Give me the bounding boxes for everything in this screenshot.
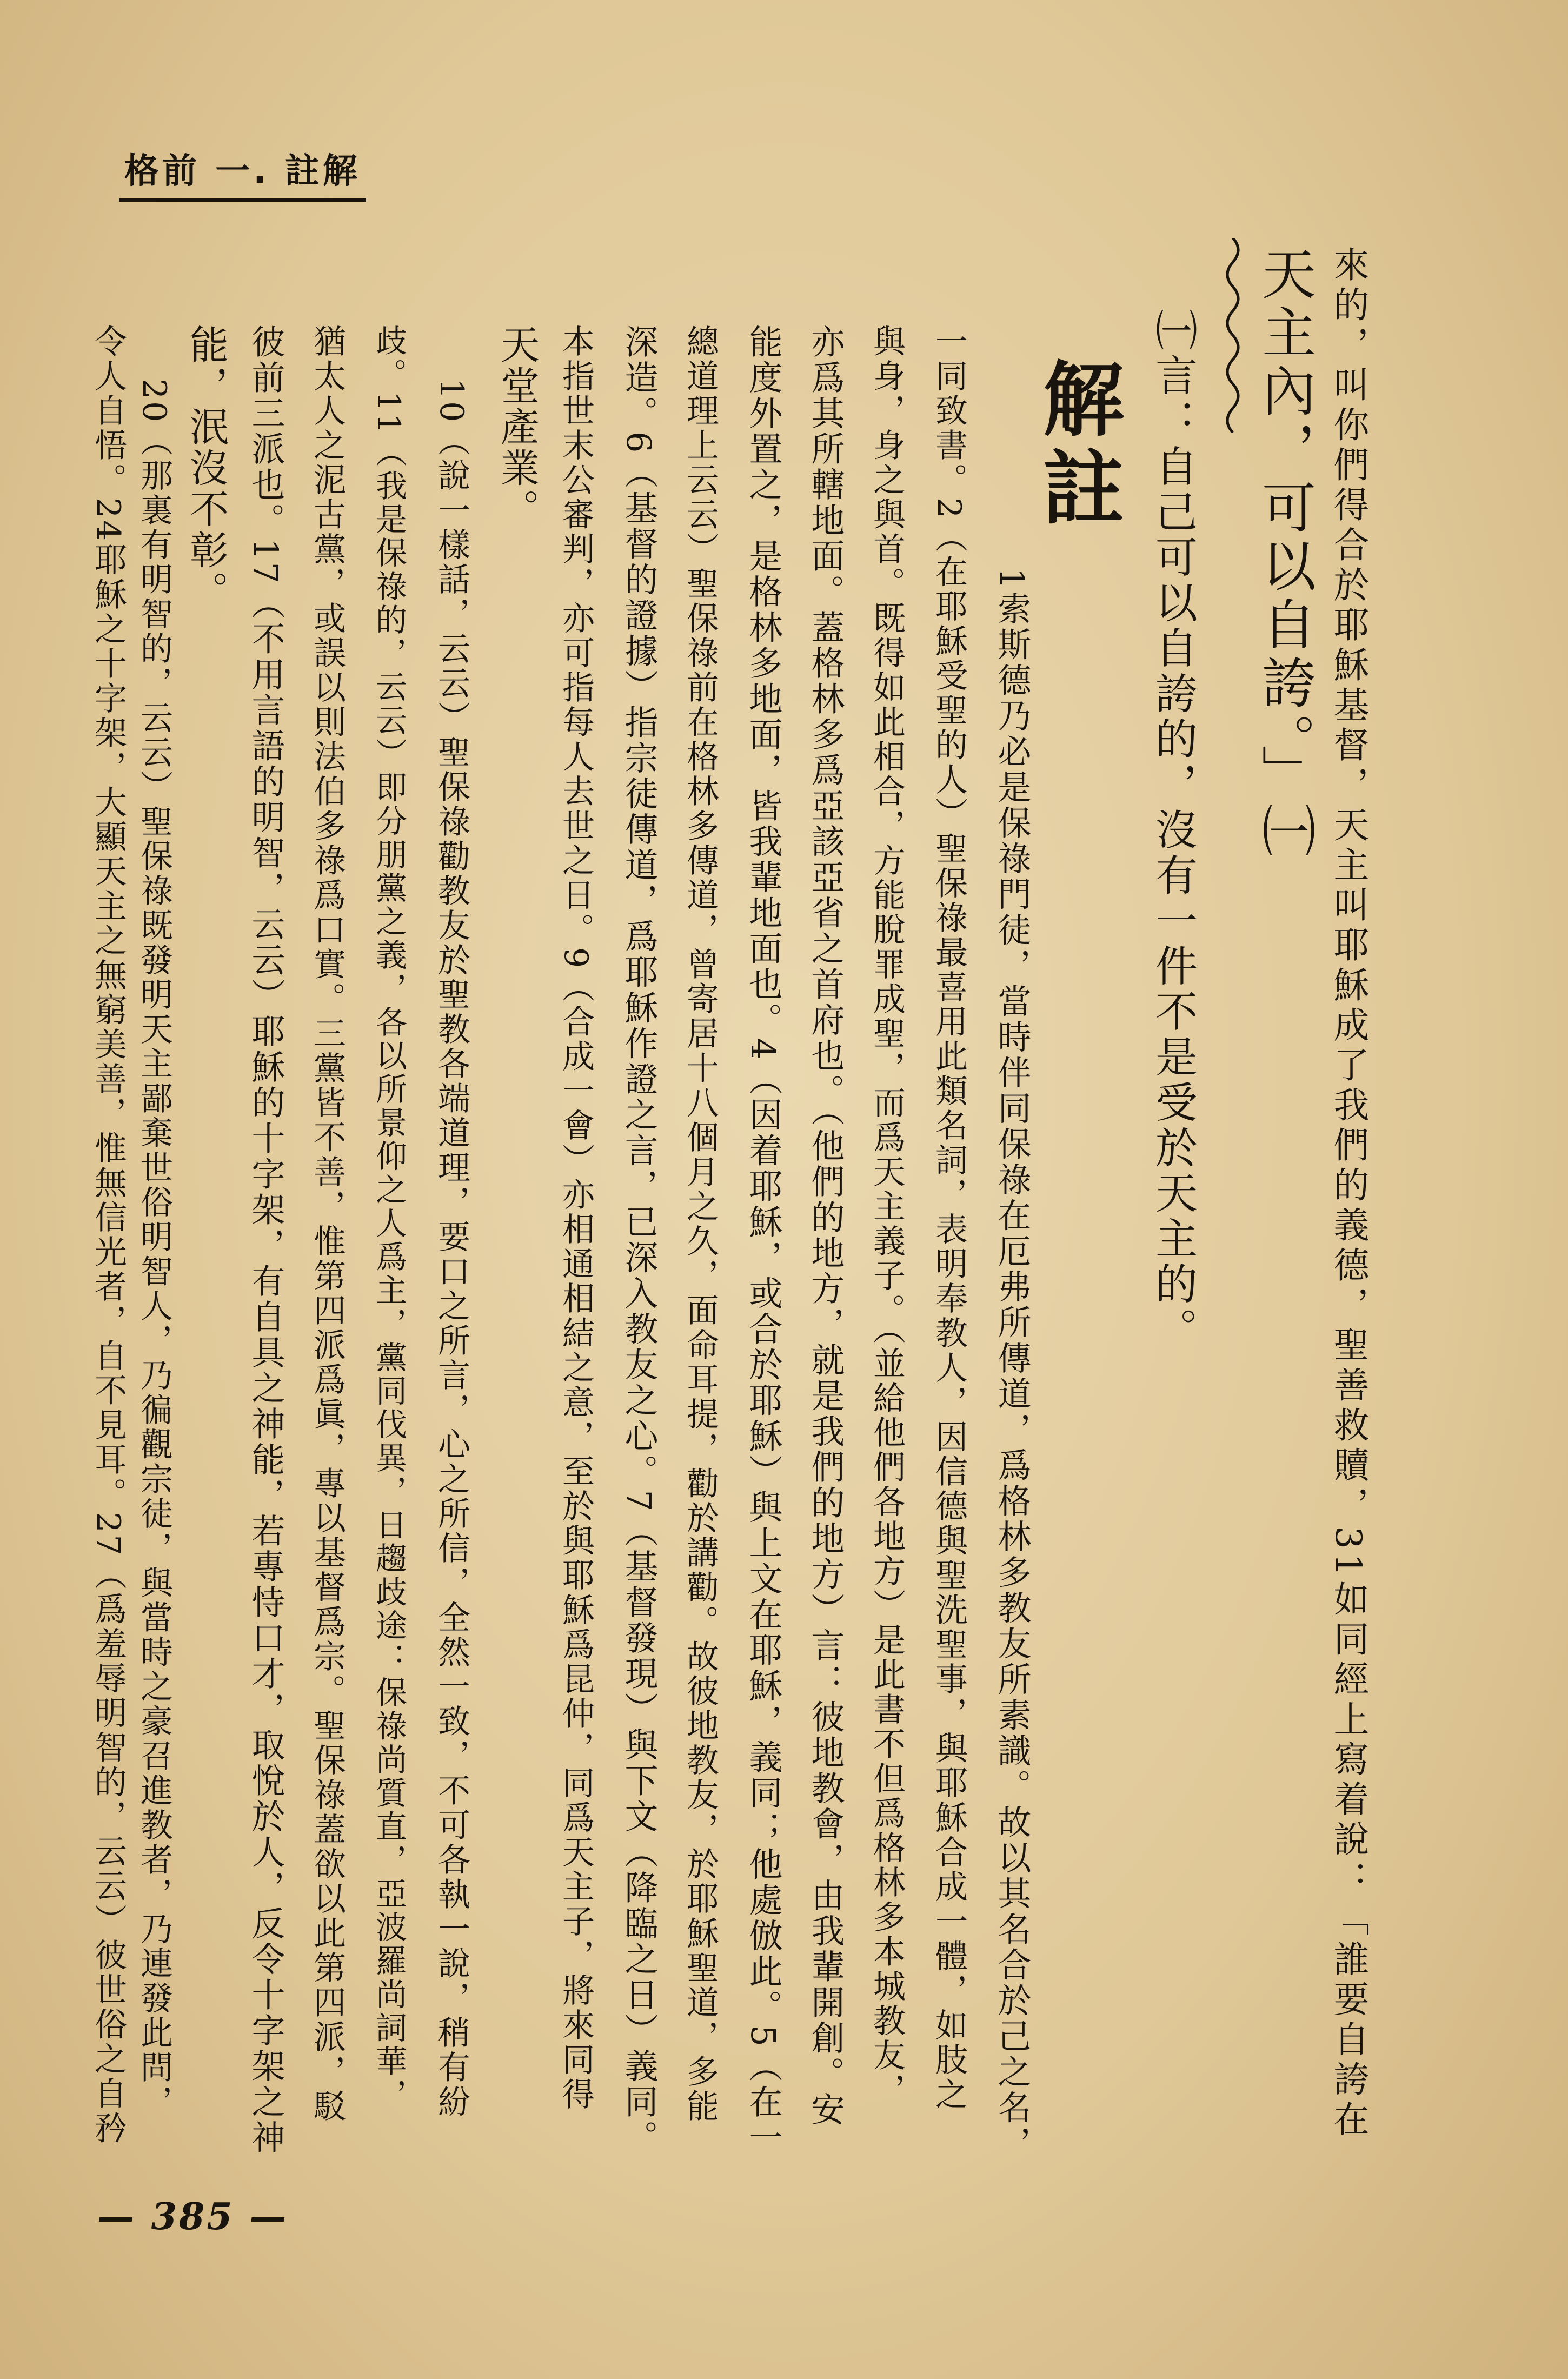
annotation-line-7: 深造。6（基督的證據）指宗徒傳道，爲耶穌作證之言，已深入教友之心。7（基督發現）與下文（降臨之日）義同。 bbox=[619, 324, 659, 2156]
annotation-line-12: 猶太人之泥古黨，或誤以則法伯多祿爲口實。三黨皆不善，惟第四派爲眞，專以基督爲宗。聖保祿蓋欲以此第四派，駁 bbox=[308, 324, 346, 2124]
main-text-line-1: 來的，叫你們得合於耶穌基督，天主叫耶穌成了我們的義德，聖善救贖，31如同經上寫着說：「誰要自誇在 bbox=[1327, 246, 1369, 2141]
annotation-line-9: 天堂產業。 bbox=[494, 324, 540, 530]
annotation-line-15: 20（那裏有明智的，云云）聖保祿既發明天主鄙棄世俗明智人，乃徧觀宗徒，與當時之豪召進教者，乃連發此問， bbox=[135, 378, 173, 2120]
running-header bbox=[119, 143, 366, 202]
annotation-line-11: 歧。11（我是保祿的，云云）即分朋黨之義，各以所景仰之人爲主，黨同伐異，日趨歧途：保祿尚質直，亞波羅尚詞華， bbox=[370, 324, 407, 2112]
wavy-divider bbox=[1217, 238, 1249, 433]
annotation-line-5: 能度外置之，是格林多地面，皆我輩地面也。4（因着耶穌，或合於耶穌）與上文在耶穌，義同；他處倣此。5（在一 bbox=[743, 324, 783, 2156]
page-number: — 385 — bbox=[97, 2195, 289, 2238]
annotation-line-3: 與身，身之與首。既得如此相合，方能脫罪成聖，而爲天主義子。（並給他們各地方）是此書不但爲格林多本城教友， bbox=[868, 324, 906, 2108]
annotation-line-6: 總道理上云云）聖保祿前在格林多傳道，曾寄居十八個月之久，面命耳提，勸於講勸。故彼地教友，於耶穌聖道，多能 bbox=[681, 324, 719, 2124]
annotation-heading: 解註 bbox=[1029, 357, 1123, 534]
annotation-line-8: 本指世末公審判，亦可指每人去世之日。9（合成一會）亦相通相結之意，至於與耶穌爲昆仲，同爲天主子，將來同得 bbox=[557, 324, 595, 2112]
annotation-line-2: 一同致書。2（在耶穌受聖的人）聖保祿最喜用此類名詞，表明奉教人，因信德與聖洗聖事，與耶穌合成一體，如肢之 bbox=[930, 324, 968, 2112]
annotation-line-10: 10（說一樣話，云云）聖保祿勸教友於聖教各端道理，要口之所言，心之所信，全然一致，不可各執一說，稍有紛 bbox=[433, 378, 470, 2120]
annotation-line-16: 令人自悟。24耶穌之十字架，大顯天主之無窮美善，惟無信光者，自不見耳。27（爲羞辱明智的，云云）彼世俗之自矜 bbox=[89, 324, 127, 2146]
header-title: 格前 bbox=[124, 151, 200, 191]
annotation-line-13: 彼前三派也。17（不用言語的明智，云云）耶穌的十字架，有自具之神能，若專恃口才，取悅於人，反令十字架之神 bbox=[246, 324, 285, 2156]
annotation-line-14: 能，泯沒不彰。 bbox=[183, 324, 229, 612]
annotation-line-1: 1索斯德乃必是保祿門徒，當時伴同保祿在厄弗所傳道，爲格林多教友所素識。故以其名合於己之名， bbox=[992, 568, 1032, 2162]
footnote-line: ㈠言：自己可以自誇的，沒有一件不是受於天主的。 bbox=[1148, 308, 1197, 1353]
header-section-number: 一. bbox=[215, 151, 270, 191]
annotation-line-4: 亦爲其所轄地面。蓋格林多爲亞該亞省之首府也。（他們的地方，就是我們的地方）言：彼地教會，由我輩開創。安 bbox=[806, 324, 845, 2128]
header-section-label: 註解 bbox=[284, 151, 361, 191]
main-text-line-2: 天主內，可以自誇。」㈠ bbox=[1253, 246, 1316, 861]
